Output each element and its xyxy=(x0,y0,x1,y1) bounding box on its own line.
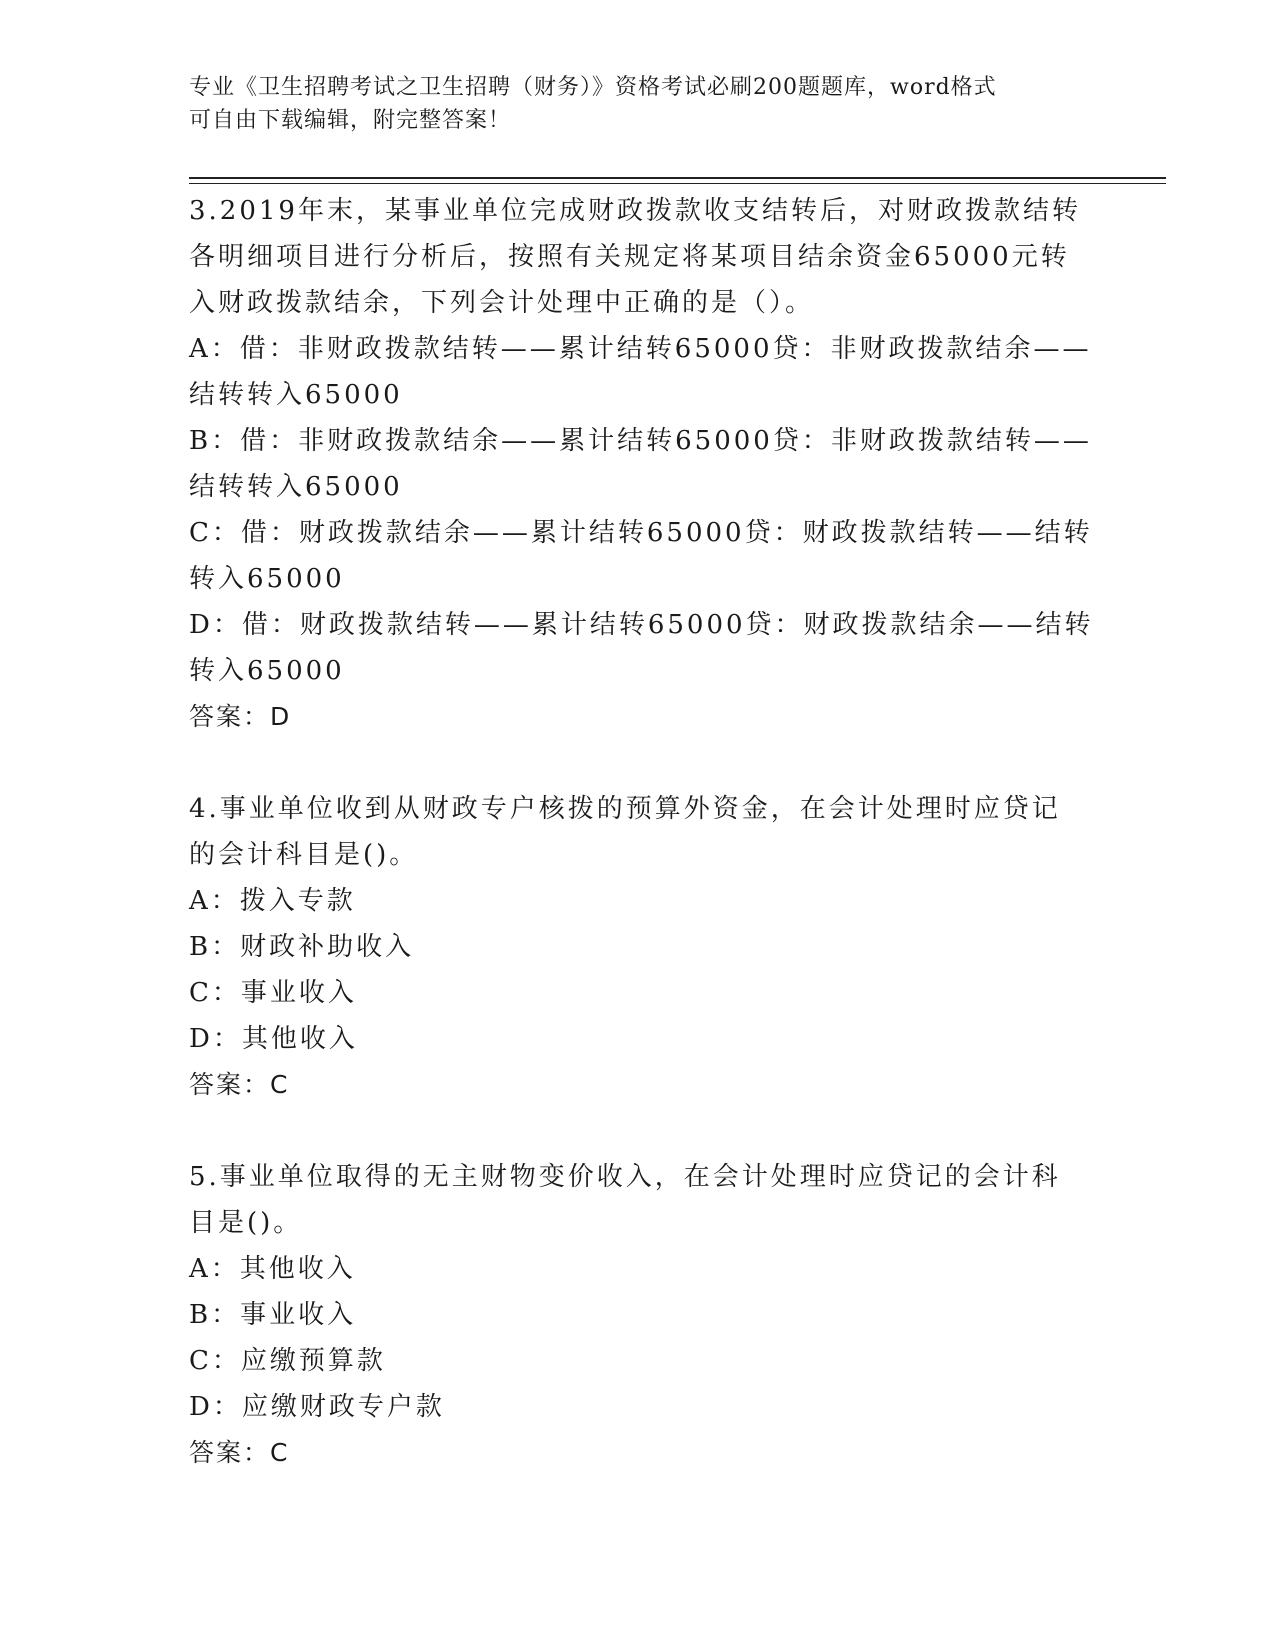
header-line-2: 可自由下载编辑，附完整答案！ xyxy=(189,108,512,133)
question-stem-line: 各明细项目进行分析后，按照有关规定将某项目结余资金65000元转 xyxy=(189,242,1070,272)
question-block-4 xyxy=(189,786,1089,1108)
header-divider-thin xyxy=(189,183,1166,184)
question-stem-line: 4.事业单位收到从财政专户核拨的预算外资金，在会计处理时应贷记 xyxy=(189,794,1061,824)
question-block-5 xyxy=(189,1154,1089,1476)
question-stem-line: 5.事业单位取得的无主财物变价收入，在会计处理时应贷记的会计科 xyxy=(189,1162,1061,1192)
question-stem-line: 目是()。 xyxy=(189,1208,303,1238)
option-b: B：借：非财政拨款结余——累计结转65000贷：非财政拨款结转—— xyxy=(189,426,1092,456)
option-c: C：事业收入 xyxy=(189,978,357,1008)
document-header xyxy=(189,71,1089,137)
question-spacer xyxy=(189,1108,1089,1154)
answer-line: 答案：C xyxy=(189,1070,290,1099)
option-c: C：应缴预算款 xyxy=(189,1346,386,1376)
option-b-continued: 结转转入65000 xyxy=(189,472,403,502)
question-spacer xyxy=(189,740,1089,786)
question-block-3 xyxy=(189,188,1094,740)
option-c: C：借：财政拨款结余——累计结转65000贷：财政拨款结转——结转 xyxy=(189,518,1093,548)
option-a: A：借：非财政拨款结转——累计结转65000贷：非财政拨款结余—— xyxy=(189,334,1092,364)
answer-line: 答案：D xyxy=(189,702,292,731)
header-line-1: 专业《卫生招聘考试之卫生招聘（财务）》资格考试必刷200题题库，word格式 xyxy=(189,75,997,100)
option-b: B：财政补助收入 xyxy=(189,932,415,962)
option-a: A：拨入专款 xyxy=(189,886,356,916)
question-stem-line: 的会计科目是()。 xyxy=(189,840,419,870)
option-d: D：其他收入 xyxy=(189,1024,358,1054)
option-a: A：其他收入 xyxy=(189,1254,356,1284)
question-stem-line: 入财政拨款结余，下列会计处理中正确的是（）。 xyxy=(189,288,815,318)
option-a-continued: 结转转入65000 xyxy=(189,380,403,410)
question-list xyxy=(189,188,1094,1476)
answer-line: 答案：C xyxy=(189,1438,290,1467)
option-b: B：事业收入 xyxy=(189,1300,357,1330)
option-c-continued: 转入65000 xyxy=(189,564,345,594)
option-d: D：应缴财政专户款 xyxy=(189,1392,445,1422)
option-d-continued: 转入65000 xyxy=(189,656,345,686)
option-d: D：借：财政拨款结转——累计结转65000贷：财政拨款结余——结转 xyxy=(189,610,1094,640)
question-stem-line: 3.2019年末，某事业单位完成财政拨款收支结转后，对财政拨款结转 xyxy=(189,196,1081,226)
header-divider-thick xyxy=(189,177,1166,179)
